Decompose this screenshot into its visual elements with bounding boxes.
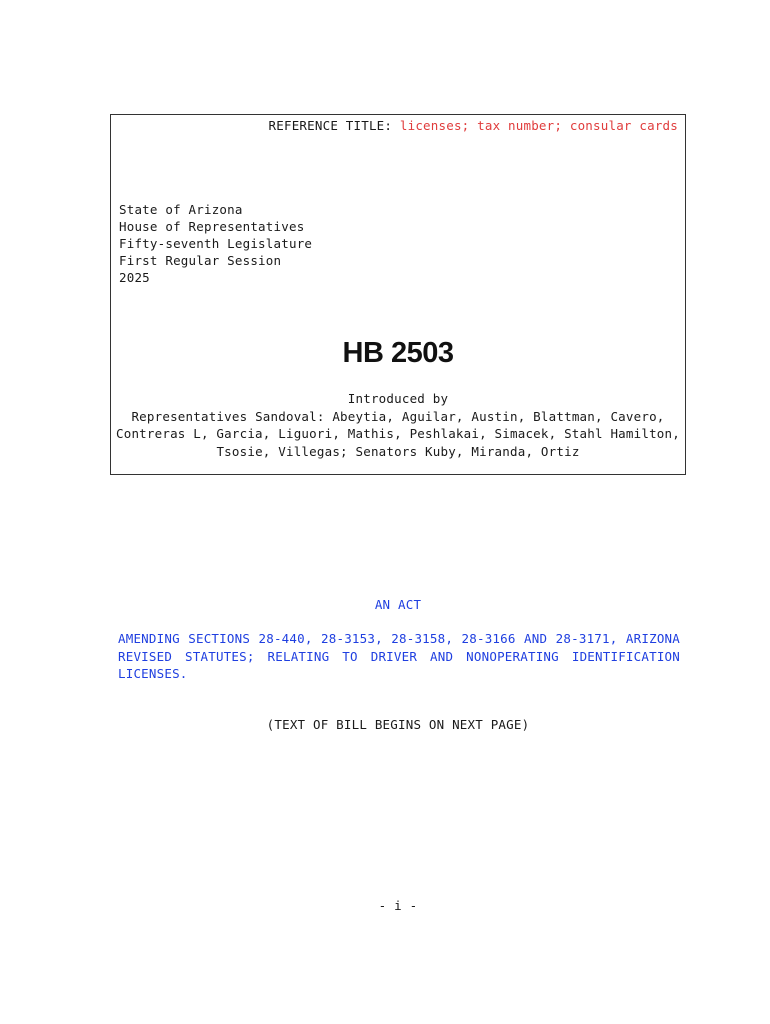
act-description-line: REVISED STATUTES; RELATING TO DRIVER AND NONOPERATING IDENTIFICATION bbox=[118, 648, 680, 664]
session-info bbox=[119, 201, 312, 286]
sponsors bbox=[111, 390, 685, 460]
session-chamber: House of Representatives bbox=[119, 219, 305, 234]
session-state: State of Arizona bbox=[119, 202, 243, 217]
session-name: First Regular Session bbox=[119, 253, 282, 268]
act-description bbox=[118, 630, 680, 683]
act-description-line: AMENDING SECTIONS 28-440, 28-3153, 28-3158, 28-3166 AND 28-3171, ARIZONA bbox=[118, 631, 680, 646]
reference-title-label: REFERENCE TITLE: bbox=[268, 118, 393, 133]
sponsor-line: Representatives Sandoval: Abeytia, Aguilar, Austin, Blattman, Cavero, bbox=[131, 408, 665, 424]
introduced-by-label: Introduced by bbox=[347, 391, 449, 406]
bill-cover-box bbox=[110, 114, 686, 475]
sponsor-line: Tsosie, Villegas; Senators Kuby, Miranda, Ortiz bbox=[216, 443, 580, 459]
session-legislature: Fifty-seventh Legislature bbox=[119, 236, 313, 251]
bill-begins-note: (TEXT OF BILL BEGINS ON NEXT PAGE) bbox=[266, 717, 530, 732]
reference-title bbox=[269, 117, 678, 134]
bill-number: HB 2503 bbox=[342, 337, 454, 369]
page-number: - i - bbox=[378, 898, 418, 913]
session-year: 2025 bbox=[119, 270, 150, 285]
reference-title-value: licenses; tax number; consular cards bbox=[399, 118, 678, 133]
act-heading: AN ACT bbox=[374, 597, 422, 612]
sponsor-line: Contreras L, Garcia, Liguori, Mathis, Peshlakai, Simacek, Stahl Hamilton, bbox=[116, 426, 680, 441]
act-description-line: LICENSES. bbox=[118, 666, 188, 681]
